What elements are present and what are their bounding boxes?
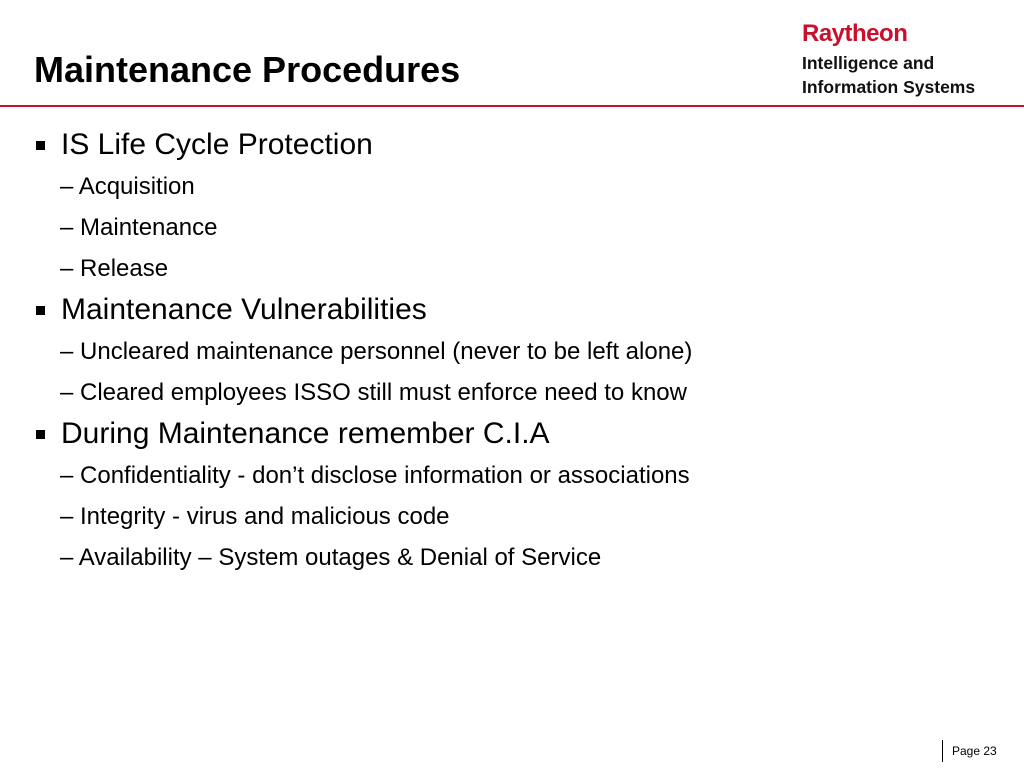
square-bullet-icon — [36, 306, 45, 315]
footer-divider — [942, 740, 943, 762]
square-bullet-icon — [36, 141, 45, 150]
sub-bullet-item: – Acquisition — [60, 173, 195, 200]
sub-bullet-item: – Release — [60, 255, 169, 282]
sub-bullet-item: – Integrity - virus and malicious code — [60, 503, 450, 530]
sub-bullet-item: – Maintenance — [60, 214, 218, 241]
square-bullet-icon — [36, 430, 45, 439]
slide-title: Maintenance Procedures — [34, 49, 461, 90]
title-divider — [0, 105, 1024, 107]
bullet-item — [36, 124, 1006, 166]
bullet-item — [36, 413, 1006, 455]
bullet-item — [36, 289, 1006, 331]
logo-subtitle-line2: Information Systems — [802, 77, 976, 97]
company-logo — [802, 22, 1012, 99]
sub-bullet-item: – Cleared employees ISSO still must enforce need to know — [60, 379, 687, 406]
logo-name: Raytheon — [802, 20, 908, 47]
bullet-text: During Maintenance remember C.I.A — [61, 417, 550, 450]
logo-subtitle-line1: Intelligence and — [802, 53, 935, 73]
bullet-list — [36, 124, 1006, 578]
sub-bullet-item: – Confidentiality - don’t disclose information or associations — [60, 462, 690, 489]
bullet-text: Maintenance Vulnerabilities — [61, 293, 427, 326]
bullet-text: IS Life Cycle Protection — [61, 128, 373, 161]
page-number: Page 23 — [952, 744, 997, 758]
sub-bullet-item: – Uncleared maintenance personnel (never to be left alone) — [60, 338, 693, 365]
sub-bullet-item: – Availability – System outages & Denial of Service — [60, 544, 602, 571]
